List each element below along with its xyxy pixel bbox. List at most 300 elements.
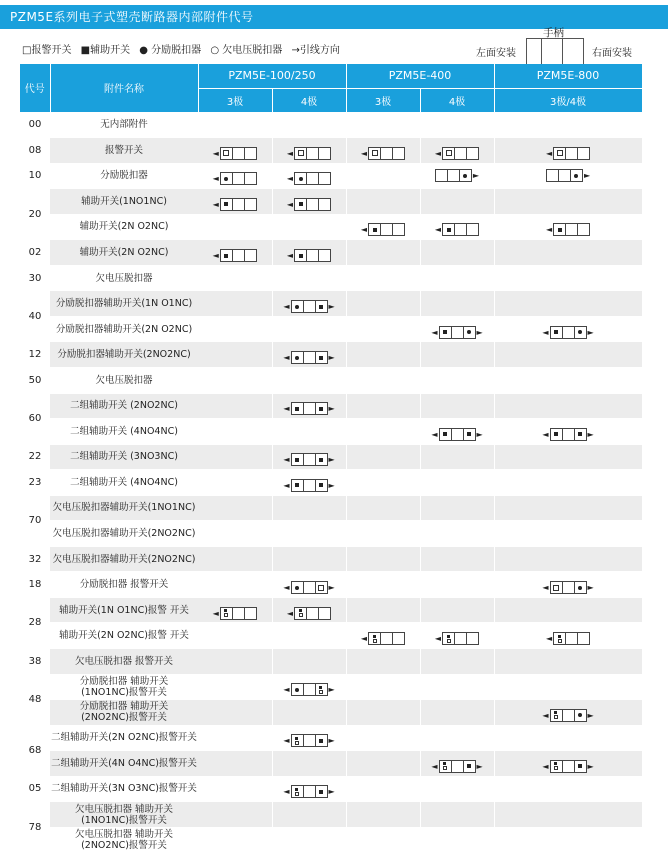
symbol-cell — [272, 291, 346, 317]
handle-diagram — [526, 38, 584, 65]
symbol-cell — [346, 342, 420, 368]
symbol-cell — [494, 623, 642, 649]
row-code: 08 — [20, 138, 50, 164]
aux-switch-icon — [224, 202, 228, 206]
row-name: 无内部附件 — [50, 112, 198, 138]
symbol-cell — [494, 214, 642, 240]
lead-arrow-left-icon: ◄ — [283, 480, 290, 490]
aux-switch-icon — [554, 330, 558, 334]
aux-switch-icon — [467, 432, 471, 436]
lead-arrow-left-icon: ◄ — [431, 327, 438, 337]
symbol-cell — [494, 470, 642, 496]
aux-alarm-stack-icon — [319, 686, 323, 694]
symbol-cell — [272, 163, 346, 189]
lead-arrow-left-icon: ◄ — [283, 787, 290, 797]
symbol-cell — [346, 700, 420, 726]
symbol-cell — [346, 495, 420, 521]
symbol-cell — [494, 648, 642, 674]
lead-arrow-left-icon: ◄ — [542, 710, 549, 720]
aux-alarm-stack-icon — [373, 635, 377, 643]
symbol-cell — [272, 342, 346, 368]
lead-arrow-left-icon: ◄ — [542, 761, 549, 771]
symbol-cell — [420, 623, 494, 649]
symbol-cell — [420, 827, 494, 853]
table-row — [20, 470, 642, 496]
legend-shunt: ● 分励脱扣器 — [139, 45, 202, 56]
row-code: 12 — [20, 342, 50, 368]
accessory-symbol — [431, 760, 482, 773]
symbol-cell — [198, 316, 272, 342]
shunt-release-icon — [295, 305, 299, 309]
row-name: 辅助开关(1NO1NC) — [50, 189, 198, 215]
symbol-cell — [272, 802, 346, 828]
symbol-cell — [494, 393, 642, 419]
lead-arrow-right-icon: ► — [587, 429, 594, 439]
table-row — [20, 189, 642, 215]
lead-arrow-left-icon: ◄ — [542, 583, 549, 593]
symbol-cell — [346, 265, 420, 291]
aux-alarm-stack-icon — [295, 737, 299, 745]
symbol-cell — [494, 240, 642, 266]
table-row — [20, 367, 642, 393]
table-row — [20, 342, 642, 368]
aux-switch-icon — [295, 483, 299, 487]
row-code: 48 — [20, 674, 50, 725]
table-row — [20, 597, 642, 623]
lead-arrow-left-icon: ◄ — [283, 455, 290, 465]
lead-arrow-right-icon: ► — [476, 429, 483, 439]
symbol-cell — [346, 189, 420, 215]
aux-switch-icon — [319, 305, 323, 309]
accessory-symbol — [213, 607, 257, 620]
aux-switch-icon — [447, 228, 451, 232]
symbol-cell — [346, 316, 420, 342]
row-code: 00 — [20, 112, 50, 138]
row-name: 二组辅助开关 (4NO4NC) — [50, 419, 198, 445]
symbol-cell — [272, 546, 346, 572]
lead-arrow-right-icon: ► — [328, 787, 335, 797]
symbol-cell — [420, 367, 494, 393]
accessory-symbol — [283, 785, 334, 798]
aux-alarm-stack-icon — [299, 609, 303, 617]
symbol-cell — [198, 393, 272, 419]
table-row — [20, 623, 642, 649]
accessory-symbol — [546, 223, 590, 236]
symbol-cell — [198, 572, 272, 598]
lead-arrow-left-icon: ◄ — [360, 148, 368, 158]
lead-arrow-right-icon: ► — [587, 761, 594, 771]
accessory-symbol — [213, 147, 257, 160]
table-row — [20, 419, 642, 445]
lead-arrow-left-icon: ◄ — [286, 199, 294, 209]
accessory-table — [20, 64, 643, 853]
aux-switch-icon — [299, 254, 303, 258]
symbol-cell — [198, 597, 272, 623]
symbol-cell — [420, 214, 494, 240]
symbol-cell — [272, 265, 346, 291]
aux-switch-icon — [295, 407, 299, 411]
table-row — [20, 751, 642, 777]
accessory-symbol — [435, 632, 479, 645]
lead-arrow-right-icon: ► — [476, 327, 483, 337]
accessory-symbol — [283, 479, 334, 492]
accessory-symbol — [283, 351, 334, 364]
lead-arrow-left-icon: ◄ — [360, 634, 368, 644]
symbol-cell — [198, 240, 272, 266]
aux-switch-icon — [319, 458, 323, 462]
row-name: 辅助开关(1N O1NC)报警 开关 — [50, 597, 198, 623]
lead-arrow-left-icon: ◄ — [434, 634, 442, 644]
symbol-cell — [272, 572, 346, 598]
symbol-cell — [420, 725, 494, 751]
shunt-release-icon — [578, 713, 582, 717]
symbol-cell — [346, 827, 420, 853]
row-name: 辅助开关(2N O2NC) — [50, 240, 198, 266]
symbol-cell — [272, 648, 346, 674]
symbol-cell — [346, 138, 420, 164]
lead-arrow-left-icon: ◄ — [283, 302, 290, 312]
accessory-symbol — [435, 223, 479, 236]
symbol-cell — [494, 725, 642, 751]
symbol-cell — [420, 240, 494, 266]
symbol-cell — [494, 572, 642, 598]
header-model-400: PZM5E-400 — [346, 64, 494, 88]
symbol-cell — [420, 265, 494, 291]
symbol-cell — [346, 521, 420, 547]
row-name: 二组辅助开关(2N O2NC)报警开关 — [50, 725, 198, 751]
row-code: 05 — [20, 776, 50, 802]
lead-arrow-left-icon: ◄ — [286, 174, 294, 184]
lead-arrow-left-icon: ◄ — [431, 429, 438, 439]
row-code: 68 — [20, 725, 50, 776]
symbol-cell — [198, 827, 272, 853]
table-row — [20, 521, 642, 547]
shunt-release-icon — [295, 356, 299, 360]
symbol-cell — [198, 648, 272, 674]
aux-switch-icon — [578, 432, 582, 436]
legend-undervolt: ○ 欠电压脱扣器 — [210, 45, 283, 56]
symbol-cell — [420, 342, 494, 368]
symbol-cell — [272, 623, 346, 649]
symbol-cell — [272, 827, 346, 853]
symbol-cell — [272, 597, 346, 623]
symbol-cell — [198, 802, 272, 828]
lead-arrow-left-icon: ◄ — [545, 634, 553, 644]
alarm-switch-icon — [372, 150, 378, 156]
legend-lead: →引线方向 — [291, 45, 340, 56]
page-title: PZM5E系列电子式塑壳断路器内部附件代号 — [0, 5, 668, 29]
accessory-symbol — [283, 453, 334, 466]
accessory-symbol — [213, 198, 257, 211]
aux-alarm-stack-icon — [554, 711, 558, 719]
aux-switch-icon — [319, 356, 323, 360]
accessory-symbol — [546, 632, 590, 645]
lead-arrow-left-icon: ◄ — [545, 225, 553, 235]
shunt-release-icon — [224, 177, 228, 181]
aux-switch-icon — [319, 790, 323, 794]
symbol-cell — [272, 725, 346, 751]
lead-arrow-right-icon: ► — [328, 455, 335, 465]
symbol-cell — [420, 751, 494, 777]
table-row — [20, 393, 642, 419]
lead-arrow-left-icon: ◄ — [542, 429, 549, 439]
symbol-cell — [346, 393, 420, 419]
symbol-cell — [272, 444, 346, 470]
symbol-cell — [420, 776, 494, 802]
aux-alarm-stack-icon — [295, 788, 299, 796]
symbol-cell — [198, 495, 272, 521]
symbol-cell — [420, 189, 494, 215]
symbol-cell — [198, 546, 272, 572]
lead-arrow-left-icon: ◄ — [212, 608, 219, 618]
shunt-release-icon — [578, 330, 582, 334]
symbol-cell — [494, 674, 642, 700]
symbol-cell — [494, 163, 642, 189]
symbol-cell — [272, 138, 346, 164]
symbol-cell — [420, 700, 494, 726]
row-code: 38 — [20, 648, 50, 674]
row-code: 18 — [20, 572, 50, 598]
lead-arrow-left-icon: ◄ — [283, 685, 290, 695]
symbol-cell — [272, 189, 346, 215]
row-code: 50 — [20, 367, 50, 393]
shunt-release-icon — [299, 177, 303, 181]
accessory-symbol — [283, 581, 334, 594]
right-install-label: 右面安装 — [592, 48, 632, 59]
aux-switch-icon — [443, 432, 447, 436]
lead-arrow-left-icon: ◄ — [434, 148, 442, 158]
symbol-cell — [420, 291, 494, 317]
symbol-cell — [272, 470, 346, 496]
lead-arrow-left-icon: ◄ — [286, 148, 294, 158]
symbol-cell — [198, 214, 272, 240]
symbol-cell — [198, 112, 272, 138]
row-code: 22 — [20, 444, 50, 470]
lead-arrow-left-icon: ◄ — [542, 327, 549, 337]
lead-arrow-left-icon: ◄ — [360, 225, 368, 235]
table-row — [20, 444, 642, 470]
symbol-cell — [494, 419, 642, 445]
symbol-cell — [272, 521, 346, 547]
symbol-cell — [420, 572, 494, 598]
aux-switch-icon — [319, 407, 323, 411]
symbol-cell — [272, 495, 346, 521]
row-name: 分励脱扣器 — [50, 163, 198, 189]
aux-alarm-stack-icon — [443, 762, 447, 770]
aux-switch-icon — [224, 254, 228, 258]
symbol-cell — [346, 163, 420, 189]
symbol-cell — [272, 700, 346, 726]
symbol-cell — [198, 265, 272, 291]
accessory-symbol — [546, 169, 590, 182]
aux-switch-icon — [373, 228, 377, 232]
symbol-cell — [346, 751, 420, 777]
header-model-800: PZM5E-800 — [494, 64, 642, 88]
lead-arrow-right-icon: ► — [328, 736, 335, 746]
symbol-cell — [346, 725, 420, 751]
symbol-cell — [346, 648, 420, 674]
symbol-cell — [346, 291, 420, 317]
row-name: 分励脱扣器 辅助开关 (1NO1NC)报警开关 — [50, 674, 198, 700]
table-row — [20, 316, 642, 342]
symbol-cell — [198, 751, 272, 777]
lead-arrow-right-icon: ► — [328, 404, 335, 414]
lead-arrow-right-icon: ► — [328, 583, 335, 593]
lead-arrow-left-icon: ◄ — [286, 251, 294, 260]
symbol-cell — [272, 316, 346, 342]
row-name: 分励脱扣器辅助开关(2NO2NC) — [50, 342, 198, 368]
row-name: 辅助开关(2N O2NC)报警 开关 — [50, 623, 198, 649]
row-name: 欠电压脱扣器 辅助开关 (1NO1NC)报警开关 — [50, 802, 198, 828]
header-pole: 4极 — [272, 88, 346, 112]
symbol-cell — [494, 367, 642, 393]
table-row — [20, 802, 642, 828]
table-row — [20, 700, 642, 726]
table-row — [20, 546, 642, 572]
accessory-symbol — [542, 581, 593, 594]
lead-arrow-left-icon: ◄ — [283, 353, 290, 363]
handle-label: 手柄 — [543, 27, 564, 39]
symbol-cell — [198, 163, 272, 189]
table-row — [20, 291, 642, 317]
header-pole: 4极 — [420, 88, 494, 112]
alarm-switch-icon — [223, 150, 229, 156]
legend — [22, 41, 346, 56]
symbol-cell — [346, 776, 420, 802]
row-name: 二组辅助开关 (3NO3NC) — [50, 444, 198, 470]
accessory-symbol — [283, 683, 334, 696]
alarm-switch-icon — [318, 585, 324, 591]
table-row — [20, 495, 642, 521]
symbol-cell — [272, 751, 346, 777]
accessory-symbol — [542, 326, 593, 339]
row-name: 欠电压脱扣器 — [50, 265, 198, 291]
accessory-symbol — [431, 326, 482, 339]
row-name: 二组辅助开关(3N O3NC)报警开关 — [50, 776, 198, 802]
symbol-cell — [420, 495, 494, 521]
symbol-cell — [198, 367, 272, 393]
accessory-symbol — [287, 249, 331, 262]
row-code: 02 — [20, 240, 50, 266]
symbol-cell — [420, 393, 494, 419]
symbol-cell — [198, 725, 272, 751]
lead-arrow-left-icon: ◄ — [212, 148, 219, 158]
row-code: 40 — [20, 291, 50, 342]
symbol-cell — [494, 700, 642, 726]
table-row — [20, 138, 642, 164]
symbol-cell — [494, 751, 642, 777]
symbol-cell — [420, 674, 494, 700]
symbol-cell — [198, 444, 272, 470]
accessory-symbol — [431, 428, 482, 441]
row-code: 30 — [20, 265, 50, 291]
lead-arrow-left-icon: ◄ — [431, 761, 438, 771]
aux-switch-icon — [467, 764, 471, 768]
symbol-cell — [346, 597, 420, 623]
symbol-cell — [346, 419, 420, 445]
symbol-cell — [198, 189, 272, 215]
symbol-cell — [494, 521, 642, 547]
symbol-cell — [420, 419, 494, 445]
accessory-symbol — [546, 147, 590, 160]
accessory-symbol — [287, 172, 331, 185]
symbol-cell — [272, 112, 346, 138]
symbol-cell — [420, 802, 494, 828]
symbol-cell — [272, 419, 346, 445]
lead-arrow-left-icon: ◄ — [212, 199, 219, 209]
symbol-cell — [494, 189, 642, 215]
symbol-cell — [198, 521, 272, 547]
alarm-switch-icon — [446, 150, 452, 156]
header-pole: 3极/4极 — [494, 88, 642, 112]
symbol-cell — [346, 367, 420, 393]
symbol-cell — [420, 597, 494, 623]
shunt-release-icon — [295, 688, 299, 692]
accessory-symbol — [542, 760, 593, 773]
aux-alarm-stack-icon — [447, 635, 451, 643]
shunt-release-icon — [463, 174, 467, 178]
shunt-release-icon — [578, 586, 582, 590]
row-code: 60 — [20, 393, 50, 444]
row-name: 分励脱扣器辅助开关(2N O2NC) — [50, 316, 198, 342]
table-row — [20, 265, 642, 291]
aux-alarm-stack-icon — [558, 635, 562, 643]
symbol-cell — [420, 648, 494, 674]
symbol-cell — [198, 342, 272, 368]
symbol-cell — [494, 291, 642, 317]
symbol-cell — [494, 827, 642, 853]
header-pole: 3极 — [346, 88, 420, 112]
table-row — [20, 776, 642, 802]
table-row — [20, 674, 642, 700]
accessory-symbol — [287, 198, 331, 211]
symbol-cell — [420, 163, 494, 189]
row-name: 分励脱扣器 辅助开关 (2NO2NC)报警开关 — [50, 700, 198, 726]
symbol-cell — [494, 342, 642, 368]
symbol-cell — [346, 240, 420, 266]
symbol-cell — [420, 470, 494, 496]
row-name: 欠电压脱扣器辅助开关(1NO1NC) — [50, 495, 198, 521]
row-name: 欠电压脱扣器辅助开关(2NO2NC) — [50, 521, 198, 547]
accessory-symbol — [283, 300, 334, 313]
symbol-cell — [198, 623, 272, 649]
row-code: 10 — [20, 163, 50, 189]
alarm-switch-icon — [298, 150, 304, 156]
row-code: 32 — [20, 546, 50, 572]
alarm-switch-icon — [553, 585, 559, 591]
header-code: 代号 — [20, 64, 50, 112]
symbol-cell — [420, 546, 494, 572]
symbol-cell — [494, 776, 642, 802]
row-name: 分励脱扣器辅助开关(1N O1NC) — [50, 291, 198, 317]
accessory-symbol — [283, 734, 334, 747]
row-code: 70 — [20, 495, 50, 546]
symbol-cell — [272, 367, 346, 393]
lead-arrow-right-icon: ► — [328, 353, 335, 363]
symbol-cell — [420, 316, 494, 342]
symbol-cell — [346, 674, 420, 700]
aux-switch-icon — [578, 764, 582, 768]
symbol-cell — [198, 138, 272, 164]
row-name: 欠电压脱扣器辅助开关(2NO2NC) — [50, 546, 198, 572]
accessory-symbol — [542, 709, 593, 722]
symbol-cell — [272, 776, 346, 802]
symbol-cell — [346, 572, 420, 598]
aux-switch-icon — [295, 458, 299, 462]
row-name: 报警开关 — [50, 138, 198, 164]
accessory-symbol — [283, 402, 334, 415]
lead-arrow-left-icon: ◄ — [434, 225, 442, 235]
